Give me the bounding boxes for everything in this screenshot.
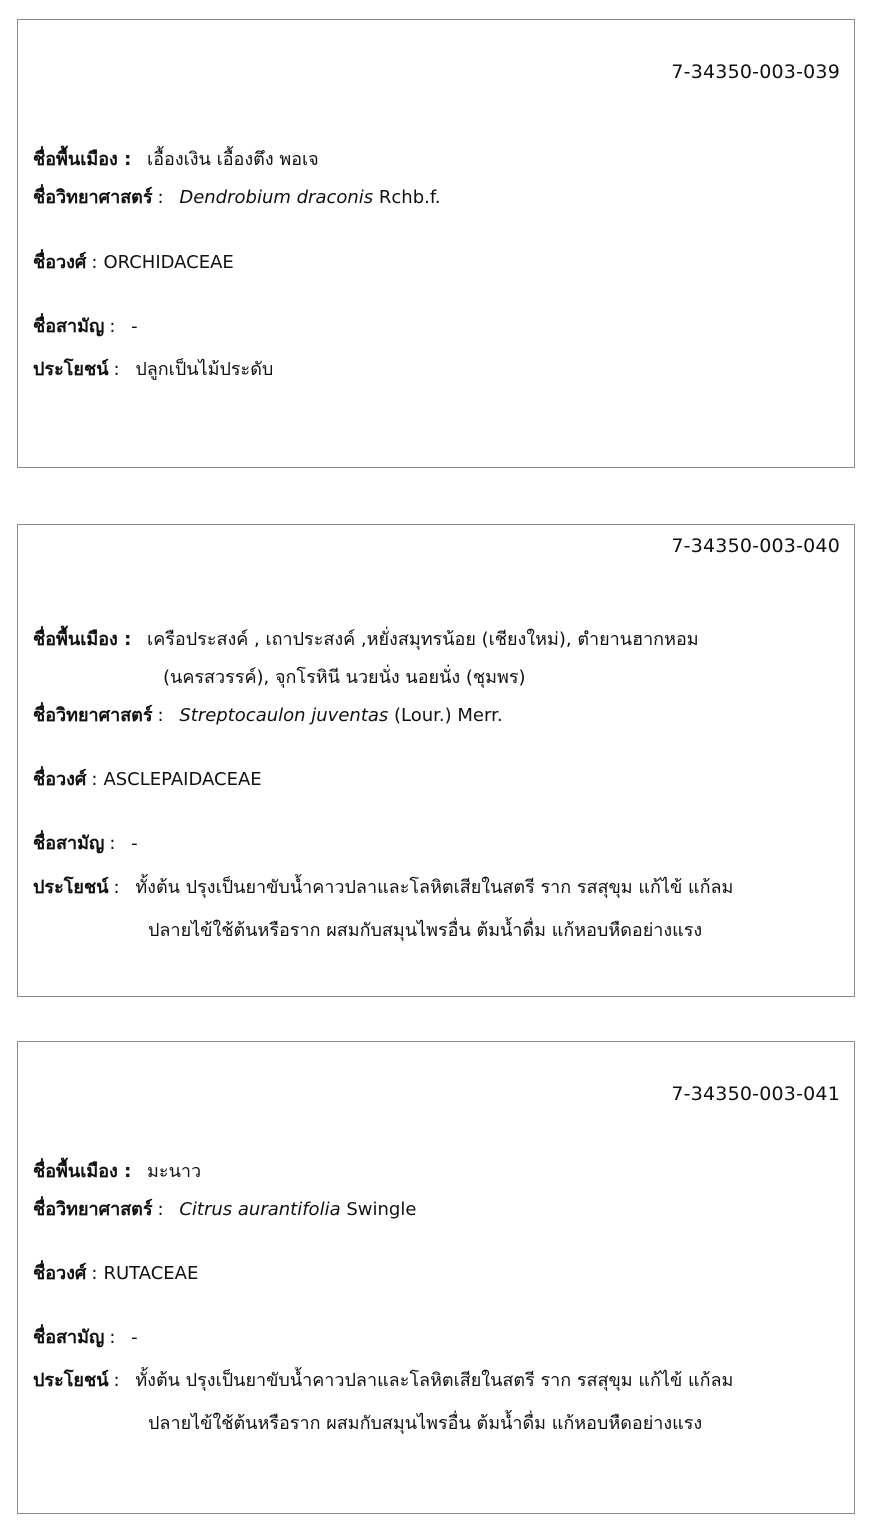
local-name-label: ชื่อพื้นเมือง :	[33, 149, 132, 170]
uses-value: ปลูกเป็นไม้ประดับ	[135, 359, 274, 380]
family-value: ORCHIDACEAE	[103, 252, 234, 273]
specimen-card	[17, 524, 855, 997]
local-name-label: ชื่อพื้นเมือง :	[33, 629, 132, 650]
scientific-name-label: ชื่อวิทยาศาสตร์	[33, 705, 153, 726]
local-name-row	[33, 1153, 840, 1191]
common-name-label: ชื่อสามัญ	[33, 833, 105, 854]
uses-value: ทั้งต้น ปรุงเป็นยาขับน้ำคาวปลาและโลหิตเสียในสตรี ราก รสสุขุม แก้ไข้ แก้ลม	[135, 1370, 734, 1391]
scientific-name-row: ชื่อวิทยาศาสตร์ : Dendrobium draconis Rchb.f.	[33, 179, 840, 217]
uses-row: ประโยชน์ : ทั้งต้น ปรุงเป็นยาขับน้ำคาวปลาและโลหิตเสียในสตรี ราก รสสุขุม แก้ไข้ แก้ลม	[33, 869, 840, 907]
family-label: ชื่อวงศ์	[33, 769, 87, 790]
scientific-author: Rchb.f.	[378, 187, 441, 208]
common-name-value: -	[131, 316, 138, 337]
uses-label: ประโยชน์	[33, 359, 109, 380]
common-name-row: ชื่อสามัญ : -	[33, 825, 840, 863]
family-row: ชื่อวงศ์ : ASCLEPAIDACEAE	[33, 761, 840, 799]
local-name-continuation: (นครสวรรค์), จุกโรหินี นวยนั่ง นอยนั่ง (ชุมพร)	[163, 667, 526, 688]
specimen-code: 7-34350-003-040	[671, 535, 840, 557]
family-row: ชื่อวงศ์ : RUTACEAE	[33, 1255, 840, 1293]
common-name-row: ชื่อสามัญ : -	[33, 1319, 840, 1357]
common-name-label: ชื่อสามัญ	[33, 316, 105, 337]
local-name-label: ชื่อพื้นเมือง :	[33, 1161, 132, 1182]
scientific-name-value	[179, 1191, 416, 1229]
local-name-row	[33, 141, 840, 179]
scientific-binomial: Streptocaulon juventas	[179, 705, 389, 726]
common-name-value: -	[131, 1327, 138, 1348]
scientific-name-row: ชื่อวิทยาศาสตร์ : Streptocaulon juventas (Lour.) Merr.	[33, 697, 840, 735]
family-value: ASCLEPAIDACEAE	[103, 769, 262, 790]
local-name-row	[33, 621, 840, 659]
scientific-binomial: Citrus aurantifolia	[179, 1199, 341, 1220]
scientific-name-label: ชื่อวิทยาศาสตร์	[33, 1199, 153, 1220]
common-name-label: ชื่อสามัญ	[33, 1327, 105, 1348]
uses-continuation: ปลายไข้ใช้ต้นหรือราก ผสมกับสมุนไพรอื่น ต้มน้ำดื่ม แก้หอบหืดอย่างแรง	[148, 920, 703, 941]
scientific-binomial: Dendrobium draconis	[179, 187, 374, 208]
common-name-row: ชื่อสามัญ : -	[33, 308, 840, 346]
family-label: ชื่อวงศ์	[33, 252, 87, 273]
scientific-name-value	[179, 179, 440, 217]
uses-label: ประโยชน์	[33, 1370, 109, 1391]
family-row: ชื่อวงศ์ : ORCHIDACEAE	[33, 244, 840, 282]
specimen-card	[17, 19, 855, 468]
scientific-name-label: ชื่อวิทยาศาสตร์	[33, 187, 153, 208]
family-value: RUTACEAE	[103, 1263, 199, 1284]
scientific-name-row: ชื่อวิทยาศาสตร์ : Citrus aurantifolia Swingle	[33, 1191, 840, 1229]
uses-row: ประโยชน์ : ทั้งต้น ปรุงเป็นยาขับน้ำคาวปลาและโลหิตเสียในสตรี ราก รสสุขุม แก้ไข้ แก้ลม	[33, 1362, 840, 1400]
scientific-author: Swingle	[346, 1199, 417, 1220]
common-name-value: -	[131, 833, 138, 854]
uses-row: ประโยชน์ : ปลูกเป็นไม้ประดับ	[33, 351, 840, 389]
local-name-value: เอื้องเงิน เอื้องตึง พอเจ	[147, 149, 319, 170]
scientific-name-value	[179, 697, 502, 735]
uses-value: ทั้งต้น ปรุงเป็นยาขับน้ำคาวปลาและโลหิตเสียในสตรี ราก รสสุขุม แก้ไข้ แก้ลม	[135, 877, 734, 898]
specimen-code: 7-34350-003-039	[671, 61, 840, 83]
scientific-author: (Lour.) Merr.	[394, 705, 503, 726]
uses-label: ประโยชน์	[33, 877, 109, 898]
local-name-value: มะนาว	[147, 1161, 202, 1182]
local-name-value: เครือประสงค์ , เถาประสงค์ ,หยั่งสมุทรน้อย (เชียงใหม่), ตำยานฮากหอม	[147, 629, 699, 650]
family-label: ชื่อวงศ์	[33, 1263, 87, 1284]
specimen-code: 7-34350-003-041	[671, 1083, 840, 1105]
specimen-card	[17, 1041, 855, 1514]
uses-continuation: ปลายไข้ใช้ต้นหรือราก ผสมกับสมุนไพรอื่น ต้มน้ำดื่ม แก้หอบหืดอย่างแรง	[148, 1413, 703, 1434]
